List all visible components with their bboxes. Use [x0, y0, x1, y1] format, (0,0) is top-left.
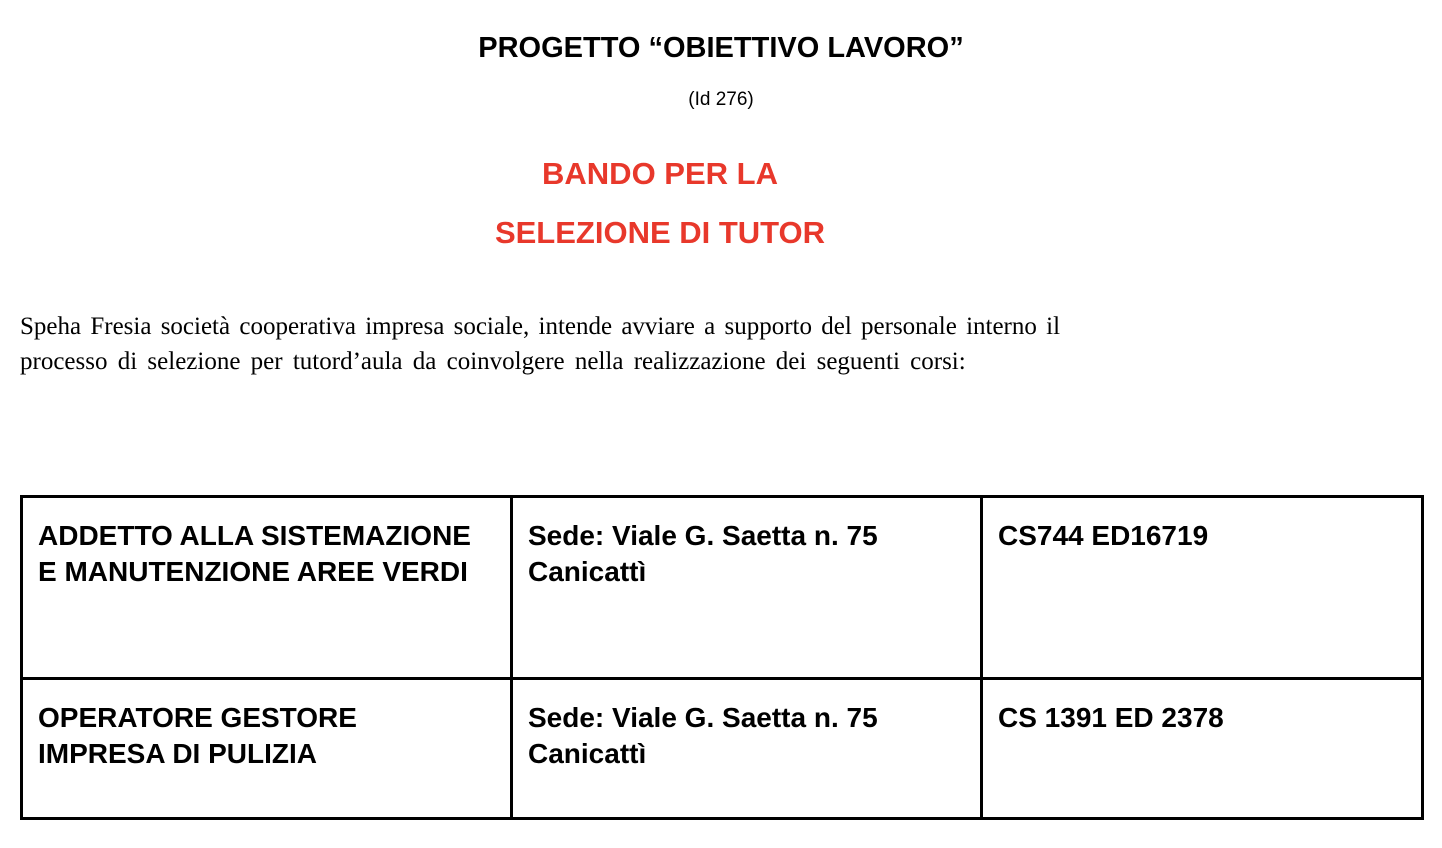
- notice-heading-line-1: BANDO PER LA: [542, 156, 778, 191]
- course-name-cell: ADDETTO ALLA SISTEMAZIONE E MANUTENZIONE AREE VERDI: [22, 497, 512, 679]
- course-location-cell: [512, 497, 982, 679]
- table-row: [22, 679, 1423, 819]
- course-code-cell: CS744 ED16719: [982, 497, 1423, 679]
- location-city: Canicattì: [528, 738, 647, 769]
- notice-heading-line-2: SELEZIONE DI TUTOR: [494, 215, 826, 250]
- intro-paragraph: [20, 309, 1420, 379]
- course-location-cell: [512, 679, 982, 819]
- location-address: Sede: Viale G. Saetta n. 75: [528, 702, 878, 733]
- course-code-cell: CS 1391 ED 2378: [982, 679, 1423, 819]
- courses-table: [20, 495, 1424, 820]
- intro-line-1: Speha Fresia società cooperativa impresa sociale, intende avviare a supporto del personale interno il: [20, 313, 1061, 340]
- table-row: [22, 497, 1423, 679]
- location-address: Sede: Viale G. Saetta n. 75: [528, 520, 878, 551]
- document-id: (Id 276): [688, 89, 754, 110]
- document-title: PROGETTO “OBIETTIVO LAVORO”: [478, 32, 964, 64]
- course-name-cell: OPERATORE GESTORE IMPRESA DI PULIZIA: [22, 679, 512, 819]
- intro-line-2: processo di selezione per tutord’aula da coinvolgere nella realizzazione dei seguenti corsi:: [20, 348, 966, 375]
- location-city: Canicattì: [528, 556, 647, 587]
